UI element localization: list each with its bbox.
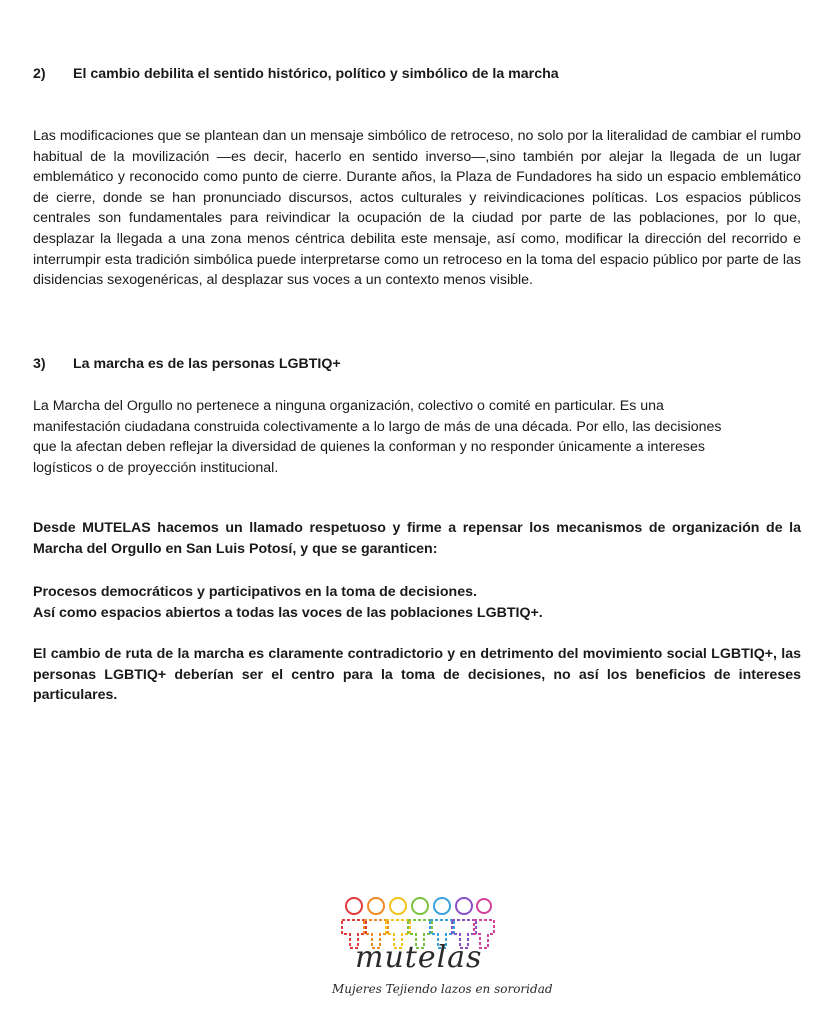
section-3-title: La marcha es de las personas LGBTIQ+ (73, 356, 341, 372)
call-demands (33, 582, 801, 623)
call-intro: Desde MUTELAS hacemos un llamado respetuoso y firme a repensar los mecanismos de organización de la Marcha del Orgullo en San Luis Potosí, y que se garanticen: (33, 520, 801, 557)
section-3-body (33, 396, 801, 478)
demand-1: Procesos democráticos y participativos en la toma de decisiones. (33, 584, 477, 600)
logo-wordmark: mutelas (355, 940, 483, 975)
logo-tagline: Mujeres Tejiendo lazos en sororidad (332, 982, 553, 996)
section-2-title: El cambio debilita el sentido histórico, político y simbólico de la marcha (73, 66, 559, 82)
section-3-body-line: manifestación ciudadana construida colectivamente a lo largo de más de una década. Por ello, las decisiones (33, 418, 722, 435)
section-3-body-line: logísticos o de proyección institucional. (33, 459, 279, 476)
section-3-number: 3) (33, 356, 46, 372)
call-closing: El cambio de ruta de la marcha es claramente contradictorio y en detrimento del movimiento social LGBTIQ+, las personas LGBTIQ+ deberían ser el centro para la toma de decisiones, no así los beneficios de intereses particulares. (33, 646, 801, 704)
section-3-body-line: La Marcha del Orgullo no pertenece a ninguna organización, colectivo o comité en particular. Es una (33, 398, 664, 414)
section-2-body: Las modificaciones que se plantean dan un mensaje simbólico de retroceso, no solo por la literalidad de cambiar el rumbo habitual de la movilización —es decir, hacerlo en sentido inverso—,sino también por alejar la llegada de un lugar emblemático y reconocido como punto de cierre. Durante años, la Plaza de Fundadores ha sido un espacio emblemático de cierre, donde se han pronunciado discursos, actos culturales y reivindicaciones políticas. Los espacios públicos centrales son fundamentales para reivindicar la ocupación de la ciudad por parte de las poblaciones, por lo que, desplazar la llegada a una zona menos céntrica debilita este mensaje, así como, modificar la dirección del recorrido e interrumpir esta tradición simbólica puede interpretarse como un retroceso en la toma del espacio público por parte de las disidencias sexogenéricas, al desplazar sus voces a un contexto menos visible. (33, 128, 801, 289)
section-3-heading (33, 356, 341, 372)
section-2-number: 2) (33, 66, 46, 82)
section-2-heading (33, 66, 559, 82)
section-3-body-line: que la afectan deben reflejar la diversidad de quienes la conforman y no responder únicamente a intereses (33, 439, 705, 456)
demand-2: Así como espacios abiertos a todas las voces de las poblaciones LGBTIQ+. (33, 604, 543, 621)
